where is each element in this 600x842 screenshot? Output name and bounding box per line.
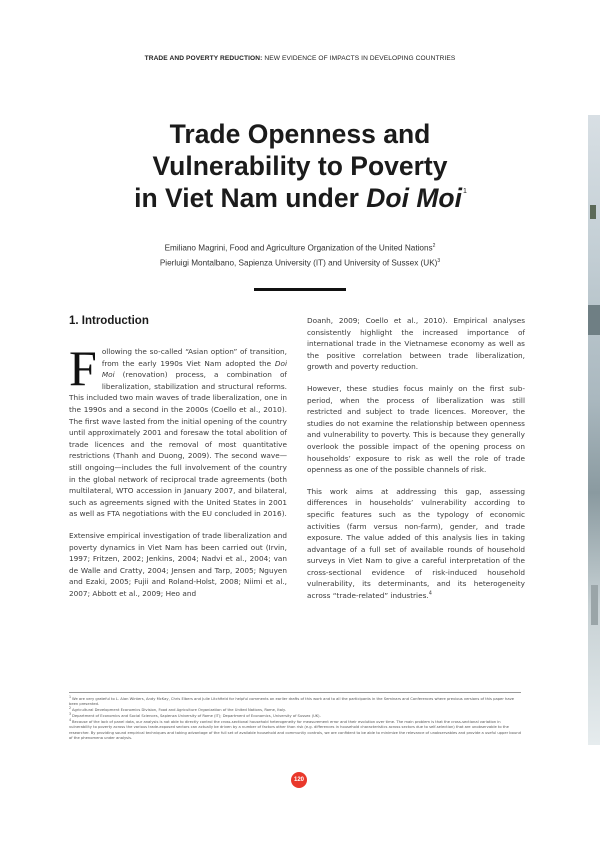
title-line-3-prefix: in Viet Nam under: [134, 183, 367, 213]
left-column: [69, 315, 287, 609]
photo-detail: [591, 585, 598, 625]
edge-photo-strip: [588, 115, 600, 745]
footnote-number: 3: [69, 712, 72, 717]
footnote-text: Because of the lack of panel data, our analysis is not able to directly control the cross-sectional household heterogeneity for measurement error and their evolution over time. The main problem is that the cross-sectional variation in vulnerability to poverty across the various trade-exposed sectors can actually be driven by a number of factors other than risk (e.g. differences in household characteristics across sectors due to self-selection) that are unobservable to the researcher. By providing sound empirical techniques and taking advantage of the full set of available household and community controls, we are confident to be able to minimize the relevance of unobservables and provide a useful upper bound of the phenomena under analysis.: [69, 720, 521, 740]
author-1-footnote-ref[interactable]: 2: [432, 243, 436, 249]
footnote-number: 1: [69, 695, 72, 699]
right-column: [307, 315, 525, 612]
title-divider: [254, 288, 346, 291]
footnotes: [69, 692, 521, 742]
photo-detail: [588, 305, 600, 335]
footnote-number: 2: [69, 706, 72, 711]
footnote-text: We are very grateful to L. Alan Winters, Andy McKay, Chris Elbers and Julie Litchfield for helpful comments on earlier drafts of this work and to all the participants in the Seminars and Conferences where previous versions of this paper have been presented.: [69, 697, 515, 707]
footnote: [69, 714, 521, 719]
body-paragraph-1: Doanh, 2009; Coello et al., 2010). Empirical analyses consistently highlight the increased importance of international trade in the Vietnamese economy as well as the positive correlation between trade liberalization, growth and poverty reduction.: [307, 316, 525, 372]
footnote-text: Department of Economics and Social Sciences, Sapienza University of Rome (IT); Department of Economics, University of Sussex (UK).: [72, 714, 321, 719]
author-line-1: [40, 240, 560, 255]
title-line-1: Trade Openness and: [169, 119, 431, 149]
page-title: [40, 118, 560, 214]
page-number-badge: 120: [291, 772, 307, 788]
author-2-footnote-ref[interactable]: 3: [437, 257, 441, 264]
section-heading: 1. Introduction: [69, 315, 149, 327]
footnote-ref-4[interactable]: 4: [428, 590, 432, 597]
footnote-text: Agricultural Development Economics Division, Food and Agriculture Organization of the United Nations, Rome, Italy.: [72, 708, 286, 713]
photo-detail: [590, 205, 596, 219]
title-line-3: [40, 182, 560, 214]
footnote-number: 4: [69, 718, 72, 723]
running-header-prefix: TRADE AND POVERTY REDUCTION:: [144, 55, 263, 62]
drop-cap: F: [69, 340, 97, 396]
footnote: [69, 720, 521, 741]
author-2: Pierluigi Montalbano, Sapienza University (IT) and University of Sussex (UK): [159, 258, 438, 268]
author-1: Emiliano Magrini, Food and Agriculture Organization of the United Nations: [164, 243, 433, 253]
running-header-rest: NEW EVIDENCE OF IMPACTS IN DEVELOPING COUNTRIES: [262, 55, 456, 62]
intro-italic-term: Doi Moi: [101, 358, 287, 380]
title-italic-term: Doi Moi: [366, 183, 462, 213]
body-paragraph-2: However, these studies focus mainly on the first sub-period, when the process of liberalization was still restricted and subject to trade licences. Moreover, the studies do not examine the relationship between openness and vulnerability to poverty. This is because they generally overlook the possible impact of the opening process on households’ exposure to risk as well the role of trade openness as one of the possible channels of risk.: [307, 383, 525, 475]
intro-text-b: (renovation) process, a combination of liberalization, stabilization and structural reforms. This included two main waves of trade liberalization, one in the 1990s and a second in the 2000s (Coello et al., 2010). The first wave lasted from the initial opening of the country until approximately 2001 and foresaw the total abolition of trade licences and the removal of most quantitative restrictions (Thanh and Duong, 2009). The second wave—still ongoing—includes the full involvement of the country in the global network of reciprocal trade agreements (both multilateral, WTO accession in January 2007, and bilateral, such as agreements signed with the United States in 2001 as well as FTA negotiations with the EU concluded in 2016).: [69, 370, 287, 519]
author-list: [40, 240, 560, 269]
intro-text-a: ollowing the so-called “Asian option” of transition, from the early 1990s Viet Nam adopted the: [101, 347, 287, 368]
running-header: [0, 55, 600, 62]
title-line-2: Vulnerability to Poverty: [152, 151, 448, 181]
author-line-2: [40, 255, 560, 270]
intro-paragraph-2: Extensive empirical investigation of trade liberalization and poverty dynamics in Viet Nam has been carried out (Irvin, 1997; Fritzen, 2002; Jenkins, 2004; Nadvi et al., 2004; van de Walle and Cratty, 2004; Jensen and Tarp, 2005; Nguyen and Ezaki, 2005; Fujii and Roland-Holst, 2008; Niimi et al., 2007; Abbott et al., 2009; Heo and: [69, 530, 287, 598]
body-paragraph-3-text: This work aims at addressing this gap, assessing differences in households’ vulnerability according to specific features such as the typology of economic activities (farm versus non-farm), gender, and trade exposure. The value added of this analysis lies in taking advantage of a full set of available rounds of household surveys in Viet Nam to give a careful interpretation of the cross-sectional evidence of risk-induced household vulnerability, its determinants, and its heterogeneity across “trade-related” industries.: [307, 486, 525, 601]
footnote: [69, 708, 521, 713]
title-footnote-ref[interactable]: 1: [462, 188, 467, 196]
intro-paragraph-1: [69, 340, 287, 520]
body-paragraph-3: [307, 486, 525, 602]
